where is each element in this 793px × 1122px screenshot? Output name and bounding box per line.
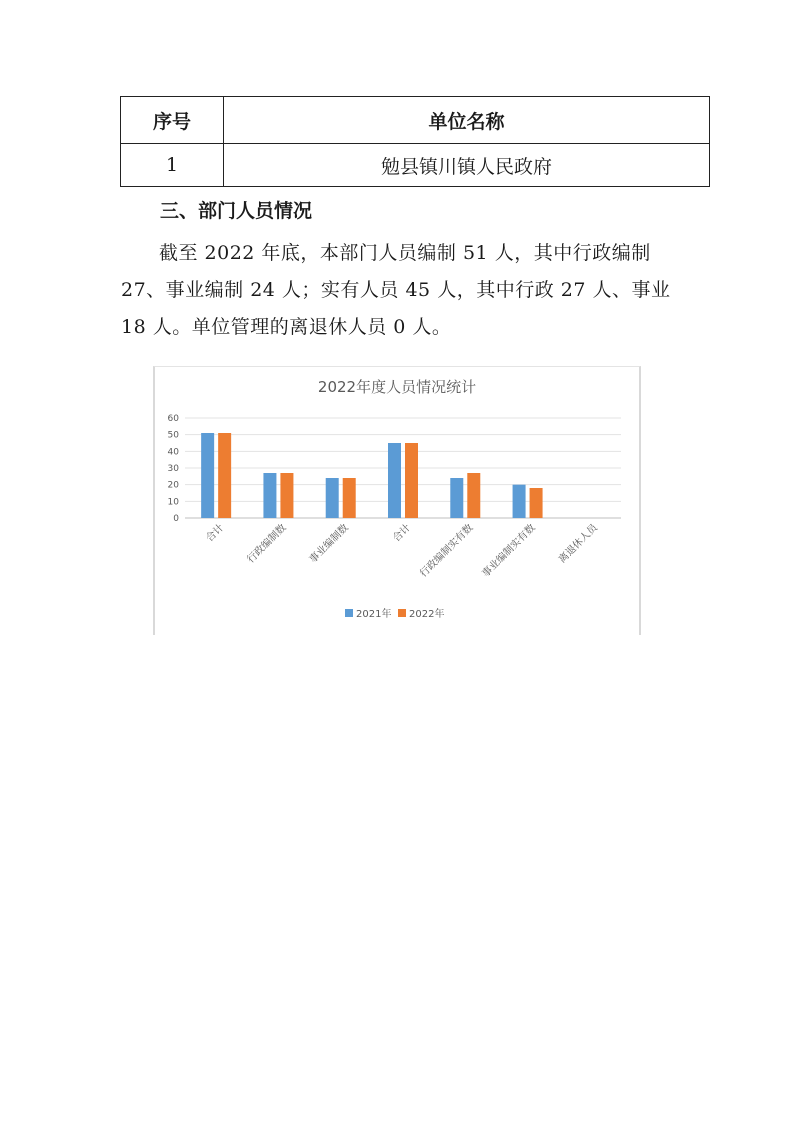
y-tick-label: 50 <box>167 430 179 441</box>
x-category-label: 合计 <box>391 522 414 545</box>
table-cell-unit-name: 勉县镇川镇人民政府 <box>224 144 710 187</box>
x-category-label: 合计 <box>204 522 227 545</box>
staffing-paragraph: 截至 2022 年底，本部门人员编制 51 人，其中行政编制 27、事业编制 24 人；实有人员 45 人，其中行政 27 人、事业 18 人。单位管理的离退休人员 0 人。 <box>121 242 671 338</box>
bar-series-2 <box>280 473 293 518</box>
legend-swatch <box>398 609 406 617</box>
x-category-label: 事业编制数 <box>307 522 351 566</box>
table-row <box>121 144 710 187</box>
y-tick-label: 20 <box>167 480 179 491</box>
bar-series-1 <box>450 478 463 518</box>
y-tick-label: 10 <box>167 497 179 508</box>
bar-series-2 <box>467 473 480 518</box>
bar-series-2 <box>218 433 231 518</box>
bar-series-1 <box>388 443 401 518</box>
bar-series-2 <box>530 488 543 518</box>
table-header-cell: 单位名称 <box>224 97 710 144</box>
bar-series-1 <box>326 478 339 518</box>
bar-series-1 <box>263 473 276 518</box>
y-tick-label: 30 <box>167 464 179 474</box>
y-tick-label: 0 <box>173 514 179 524</box>
table-cell-no: 1 <box>121 144 224 187</box>
bar-series-2 <box>343 478 356 518</box>
unit-table <box>120 96 710 187</box>
bar-series-1 <box>513 485 526 518</box>
table-header-cell: 序号 <box>121 97 224 144</box>
x-category-label: 离退休人员 <box>556 522 600 566</box>
y-tick-label: 60 <box>167 414 179 424</box>
legend-label: 2021年 <box>356 609 392 620</box>
y-tick-label: 40 <box>167 447 179 458</box>
section-heading: 三、部门人员情况 <box>160 200 313 222</box>
chart-title: 2022年度人员情况统计 <box>317 378 477 396</box>
legend-swatch <box>345 609 353 617</box>
legend-label: 2022年 <box>409 609 445 620</box>
staffing-chart <box>153 366 641 635</box>
bar-series-1 <box>201 433 214 518</box>
bar-series-2 <box>405 443 418 518</box>
x-category-label: 行政编制数 <box>245 522 289 566</box>
x-category-label: 事业编制实有数 <box>480 522 538 580</box>
x-category-label: 行政编制实有数 <box>418 522 476 580</box>
table-header-row <box>121 97 710 144</box>
chart-canvas <box>155 367 639 635</box>
